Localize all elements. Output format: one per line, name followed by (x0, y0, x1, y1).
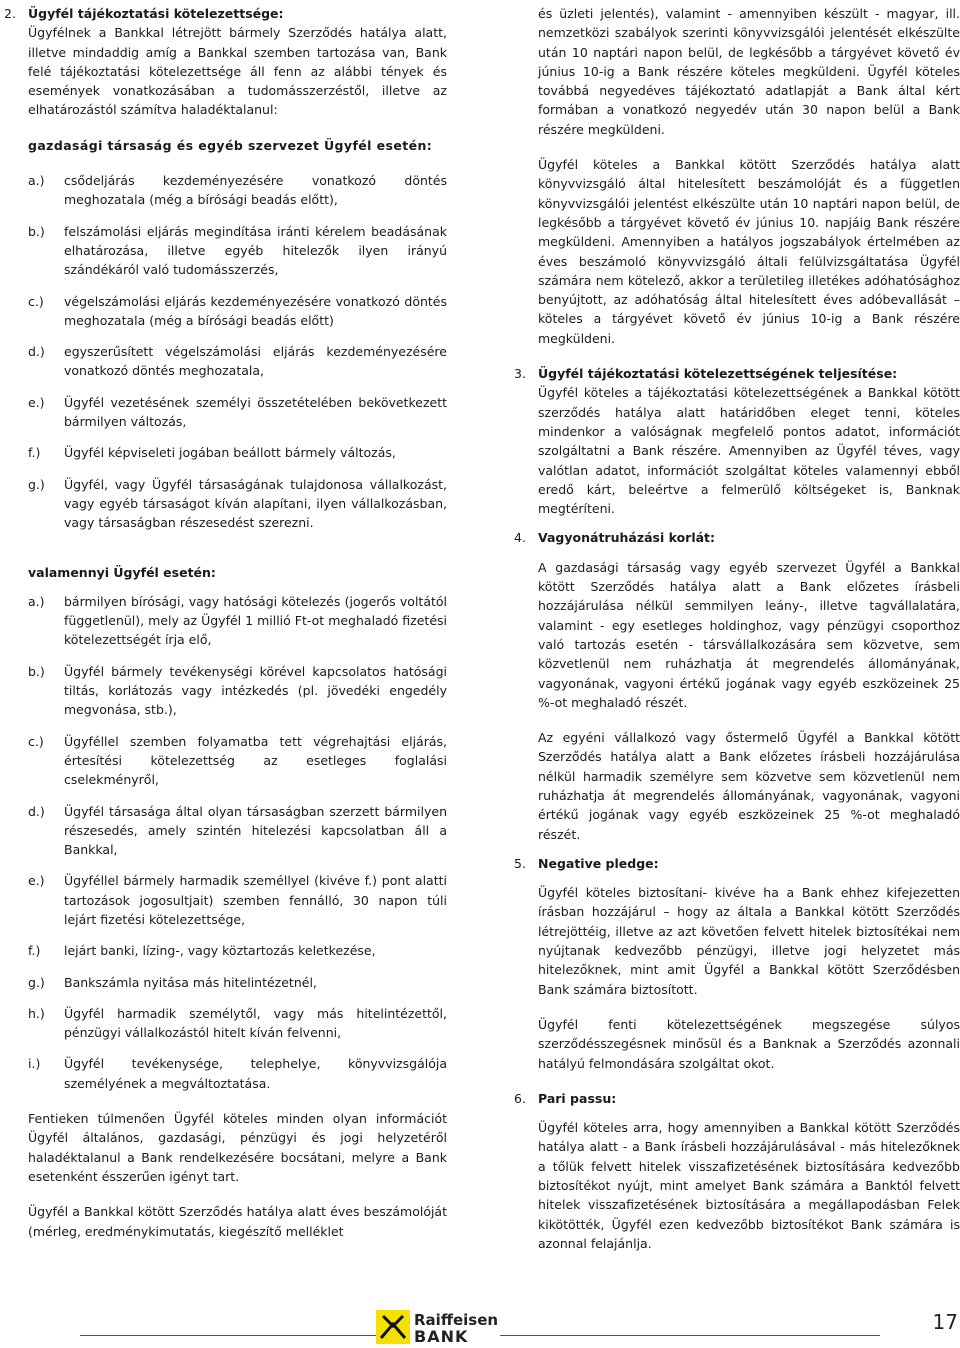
list-item-text: Ügyfél vezetésének személyi összetételében bekövetkezett bármilyen változás, (64, 394, 447, 430)
list-item (28, 1004, 447, 1043)
list-item-text: egyszerűsített végelszámolási eljárás kezdeményezésére vonatkozó döntés meghozatala, (64, 344, 447, 379)
list-item-text: Ügyféllel bármely harmadik személlyel (kivéve f.) pont alatti tartozások jogosultjait) szemben fennálló, 30 napon túli lejárt fizetési kötelezettsége, (64, 873, 447, 927)
list-item-text: Ügyfél, vagy Ügyfél társaságának tulajdonosa vállalkozást, vagy egyéb társaságot kíván alapítani, ilyen vállalkozásban, vagy társaságban részesedést szerezni. (64, 476, 447, 531)
closing-paragraph-2: Ügyfél a Bankkal kötött Szerződés hatálya alatt éves beszámolóját (mérleg, eredménykimutatás, kiegészítő melléklet (28, 1204, 447, 1239)
list-item-label: d.) (28, 803, 45, 819)
list-item (28, 732, 447, 790)
list-item-label: c.) (28, 733, 44, 749)
section-4-text-1: A gazdasági társaság vagy egyéb szervezet Ügyfél a Bankkal kötött Szerződés hatálya alatt a Bank előzetes írásbeli hozzájárulása nélkül semmilyen leány-, illetve tagvállalatára, valamint - egy esetleges holdinghoz, vagy pénzügyi csoporthoz való tartozás esetén - társvállalkozására sem közvetve, sem közvetlenül nem ruházhatja át megrendelés állományának, vagyonának, vagyoni értékű jogának vagy egyéb eszközeinek 25 %-ot meghaladó részét. (538, 559, 960, 710)
list-item-text: Ügyfél tevékenysége, telephelye, könyvvizsgálója személyének a megváltoztatása. (64, 1056, 447, 1091)
page-number: 17 (932, 1310, 958, 1334)
audit-paragraph: Ügyfél köteles a Bankkal kötött Szerződés hatálya alatt könyvvizsgáló által hitelesített beszámolóját és a független könyvvizsgálói jelentést elkészülte után 10 naptári napon belül, de legkésőbb a tárgyévet követő év június 10. napjáig Bank részére megküldeni. Amennyiben a hatályos jogszabályok értelmében az éves beszámoló könyvvizsgáló általi felülvizsgáltatása Ügyfél számára nem kötelező, akkor a területileg illetékes adóhatósághoz benyújtott, az adóhatóság által hitelesített éves adóbevallását – köteles a tárgyévet követő év június 10-ig a Bank részére megküldeni. (538, 157, 960, 346)
list-item-label: e.) (28, 394, 45, 410)
section-4-text-2: Az egyéni vállalkozó vagy őstermelő Ügyfél a Bankkal kötött Szerződés hatálya alatt a Bank előzetes írásbeli hozzájárulása nélkül harmadik személyre sem közvetve sem közvetlenül nem ruházhatja át megrendelés állományának, vagyonának, vagyoni értékű jogának vagy egyéb eszközeinek 25 %-ot meghaladó részét. (538, 730, 960, 842)
list-item-label: b.) (28, 223, 45, 239)
left-column (4, 4, 447, 1241)
list-item (28, 802, 447, 860)
section-5-heading (514, 854, 960, 873)
list-item-text: Bankszámla nyitása más hitelintézetnél, (64, 974, 317, 990)
section-5-text-2: Ügyfél fenti kötelezettségének megszegése súlyos szerződésszegésnek minősül és a Banknak a Szerződés azonnali hatályú felmondására szolgáltat okot. (538, 1016, 960, 1071)
all-clients-subheading: valamennyi Ügyfél esetén: (28, 564, 216, 580)
list-item-text: Ügyfél bármely tevékenységi körével kapcsolatos hatósági tiltás, korlátozás vagy intézkedés (pl. jövedéki engedély megvonása, stb.), (64, 663, 447, 718)
list-item (28, 662, 447, 720)
list-item-text: felszámolási eljárás megindítása iránti kérelem beadásának elhatározása, illetve egyéb hitelezők ilyen irányú szándékáról való tudomásszerzés, (64, 223, 447, 278)
all-clients-obligation-list (4, 592, 447, 1093)
list-item (28, 443, 447, 462)
list-item-text: Ügyfél harmadik személytől, vagy más hitelintézettől, pénzügyi vállalkozástól hitelt kíván felvenni, (64, 1005, 447, 1041)
section-2-heading (4, 4, 447, 23)
section-5-text-1: Ügyfél köteles biztosítani- kivéve ha a Bank ehhez kifejezetten írásban hozzájárul – hogy az általa a Bankkal kötött Szerződés létrejöttéig, illetve az azt követően felvett hitelek biztosítékai nem nyújtanak kedvezőbb pénzügyi, illetve jogi helyzetet más hitelezőknek, mint amit Ügyfél a Bankkal kötött Szerződésben Bank számára biztosított. (538, 885, 960, 997)
list-item (28, 1054, 447, 1093)
raiffeisen-bank-logo (376, 1310, 500, 1346)
list-item-label: g.) (28, 974, 45, 990)
section-number: 2. (4, 6, 16, 21)
section-title: Negative pledge: (538, 855, 659, 871)
company-obligation-list (4, 171, 447, 532)
list-item-label: h.) (28, 1005, 45, 1021)
list-item-text: csődeljárás kezdeményezésére vonatkozó döntés meghozatala (még a bírósági beadás előtt), (64, 173, 447, 208)
section-6-heading (514, 1089, 960, 1108)
list-item-label: e.) (28, 873, 45, 889)
list-item (28, 475, 447, 533)
list-item (28, 393, 447, 432)
section-2-intro: Ügyfélnek a Bankkal létrejött bármely Szerződés hatálya alatt, illetve mindaddig amíg a Bankkal szemben tartozása van, Bank felé tájékoztatási kötelezettsége áll fenn az alábbi tények és események vonatkozásában a tudomásszerzéstől, illetve az elhatározástól számítva haladéktalanul: (28, 25, 447, 118)
section-3-text: Ügyfél köteles a tájékoztatási kötelezettségének a Bankkal kötött szerződés hatálya alatt határidőben eleget tenni, köteles mindenkor a valóságnak megfelelő pontos adatot, információt szolgáltatni a Bank részére. Amennyiben az Ügyfél téves, vagy valótlan adatot, információt szolgáltat köteles valamennyi ebből eredő kárt, beleértve a felmerülő költségeket is, Banknak megtéríteni. (538, 385, 960, 517)
section-4-heading (514, 528, 960, 547)
closing-paragraph-1: Fentieken túlmenően Ügyfél köteles minden olyan információt Ügyfél általános, gazdasági, pénzügyi és jogi helyzetéről haladéktalanul a Bank rendelkezésére bocsátani, melyre a Bank esetenként ésszerűen igényt tart. (28, 1111, 447, 1184)
list-item-label: g.) (28, 476, 45, 492)
section-title: Vagyonátruházási korlát: (538, 530, 716, 546)
list-item-text: végelszámolási eljárás kezdeményezésére vonatkozó döntés meghozatala (még a bírósági beadás előtt) (64, 293, 447, 328)
section-number: 3. (514, 366, 526, 382)
list-item-text: Ügyfél társasága által olyan társaságban szerzett bármilyen részesedés, amely szintén hitelezési kapcsolatban áll a Bankkal, (64, 803, 447, 858)
list-item (28, 292, 447, 331)
list-item (28, 973, 447, 992)
section-number: 6. (514, 1090, 526, 1106)
right-column (514, 4, 960, 1253)
list-item-text: Ügyfél képviseleti jogában beállott bármely változás, (64, 445, 396, 461)
company-subheading: gazdasági társaság és egyéb szervezet Ügyfél esetén: (28, 137, 433, 153)
list-item-label: a.) (28, 173, 45, 189)
list-item-label: b.) (28, 663, 45, 679)
list-item (28, 592, 447, 650)
logo-line-1: Raiffeisen (414, 1311, 499, 1329)
bank-emblem-icon (376, 1310, 410, 1344)
section-6-text: Ügyfél köteles arra, hogy amennyiben a Bankkal kötött Szerződés hatálya alatt - a Bank írásbeli hozzájárulásával - más hitelezőknek a tőlük felvett hitelek visszafizetésének biztosítására kedvezőbb biztosítékot nyújt, mint amelyet Bank számára a Banktól felvett hitelek visszafizetésének biztosítására a megállapodásban Felek kikötötték, Ügyfél ezen kedvezőbb biztosítékot Bank számára is azonnal felajánlja. (538, 1120, 960, 1251)
list-item (28, 941, 447, 960)
list-item-label: c.) (28, 293, 44, 309)
list-item-label: f.) (28, 943, 41, 959)
section-title: Pari passu: (538, 1090, 617, 1106)
section-3-heading (514, 364, 960, 383)
list-item-text: lejárt banki, lízing-, vagy köztartozás keletkezése, (64, 943, 376, 959)
logo-line-2: BANK (414, 1327, 469, 1346)
section-title: Ügyfél tájékoztatási kötelezettsége: (28, 6, 284, 21)
list-item (28, 342, 447, 381)
list-item-label: i.) (28, 1056, 41, 1072)
list-item-label: d.) (28, 344, 45, 360)
list-item (28, 171, 447, 210)
list-item-text: bármilyen bírósági, vagy hatósági kötelezés (jogerős voltától függetlenül), mely az Ügyfél 1 millió Ft-ot meghaladó fizetési kötelezettségét írja elő, (64, 593, 447, 648)
list-item (28, 871, 447, 929)
section-number: 5. (514, 855, 526, 871)
section-number: 4. (514, 530, 526, 546)
page-footer (0, 1308, 960, 1346)
continued-paragraph: és üzleti jelentés), valamint - amennyiben készült - magyar, ill. nemzetközi szabályok szerinti könyvvizsgálói jelentését elkészülte után 10 naptári napon belül, de legkésőbb a tárgyévet követő év június 10-ig a Bank részére köteles megküldeni. Ügyfél köteles továbbá negyedéves tájékoztató adatlapját a Bank által kért formában a vonatkozó negyedév után 30 napon belül a Bank részére megküldeni. (538, 6, 960, 137)
section-title: Ügyfél tájékoztatási kötelezettségének teljesítése: (538, 366, 898, 382)
list-item-label: a.) (28, 593, 45, 609)
list-item (28, 222, 447, 280)
list-item-label: f.) (28, 445, 41, 461)
list-item-text: Ügyféllel szemben folyamatba tett végrehajtási eljárás, értesítési kötelezettség az esetleges foglalási cselekményről, (64, 733, 447, 788)
